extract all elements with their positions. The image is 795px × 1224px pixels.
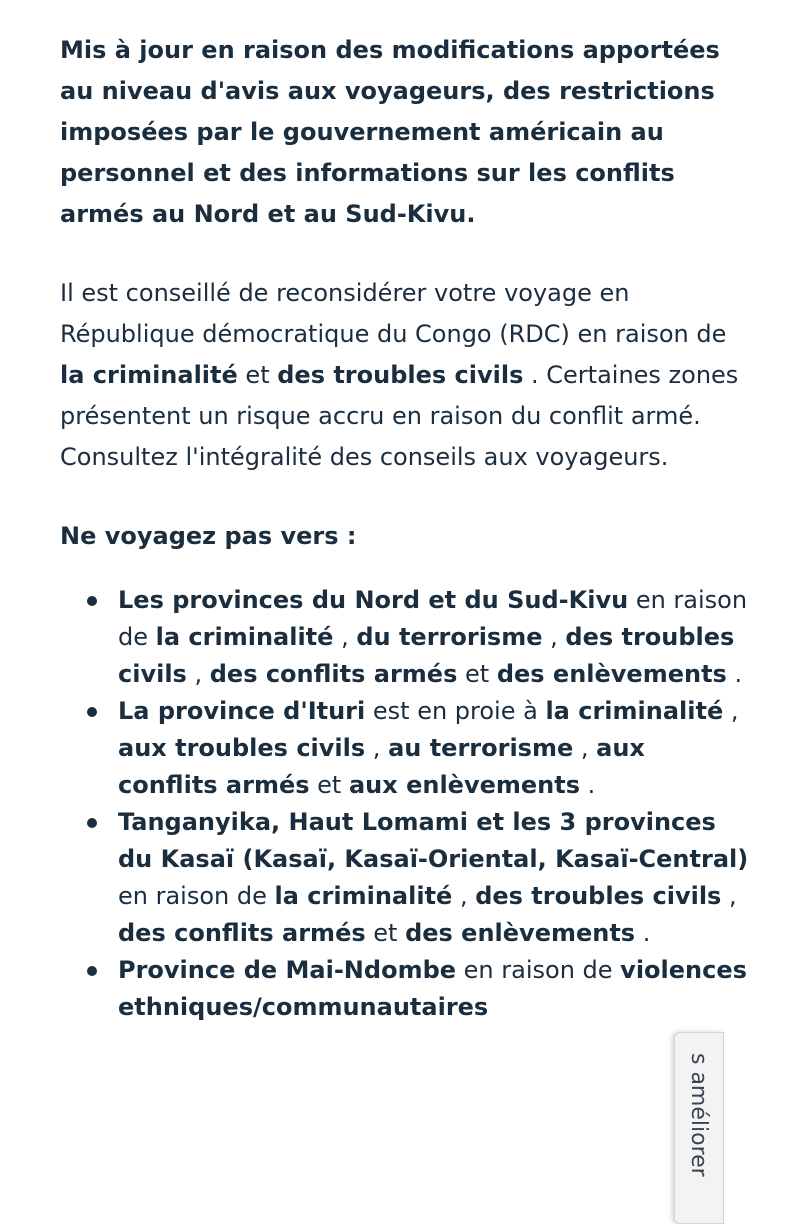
kidnapping-risk-link[interactable]: des enlèvements [405,919,636,947]
advisory-content [60,30,750,1026]
list-item-mai-ndombe [60,952,750,1026]
armed-conflict-risk-link[interactable]: aux conflits armés [118,734,645,799]
region-name: Les provinces du Nord et du Sud-Kivu [118,586,629,614]
update-note: Mis à jour en raison des modifications apportées au niveau d'avis aux voyageurs, des restrictions imposées par le gouvernement américain au personnel et des informations sur les conflits armés au Nord et au Sud-Kivu. [60,36,720,228]
feedback-tab[interactable] [674,1032,724,1224]
list-item-tanganyika-kasai [60,804,750,952]
list-item-nord-sud-kivu [60,582,750,693]
separator: et [365,919,406,947]
civil-unrest-risk-link[interactable]: des troubles civils [118,623,735,688]
crime-risk-link[interactable]: la criminalité [545,697,724,725]
separator: . [726,660,743,688]
separator: , [723,697,739,725]
region-text: en raison de [118,586,748,651]
region-name: Tanganyika, Haut Lomami et les 3 provinces du Kasaï (Kasaï, Kasaï-Oriental, Kasaï-Central) [118,808,749,873]
separator: , [365,734,389,762]
bullet-icon [87,966,97,976]
list-item-ituri [60,693,750,804]
separator: . [635,919,651,947]
intro-text-1: Il est conseillé de reconsidérer votre voyage en République démocratique du Congo (RDC) en raison de [60,279,727,348]
armed-conflict-risk-link[interactable]: des conflits armés [118,919,366,947]
region-name: Province de Mai-Ndombe [118,956,457,984]
separator: et [457,660,497,688]
separator: , [721,882,737,910]
advisory-intro [60,273,750,478]
region-name: La province d'Ituri [118,697,366,725]
crime-risk-link[interactable]: la criminalité [60,361,238,389]
feedback-tab-label: s améliorer [686,1053,711,1177]
region-text: en raison de [456,956,621,984]
do-not-travel-heading: Ne voyagez pas vers : [60,522,357,550]
separator: , [573,734,597,762]
do-not-travel-list [60,582,750,1026]
crime-risk-link[interactable]: la criminalité [274,882,453,910]
armed-conflict-risk-link[interactable]: des conflits armés [209,660,458,688]
separator: . [580,771,596,799]
crime-risk-link[interactable]: la criminalité [155,623,334,651]
bullet-icon [87,818,97,828]
intro-text-2: . Certaines zones présentent un risque accru en raison du conflit armé. Consultez l'intégralité des conseils aux voyageurs. [60,361,739,471]
terrorism-risk-link[interactable]: du terrorisme [356,623,543,651]
civil-unrest-risk-link[interactable]: des troubles civils [475,882,722,910]
region-text: en raison de [118,882,275,910]
separator: et [309,771,349,799]
bullet-icon [87,596,97,606]
separator: , [542,623,566,651]
civil-unrest-risk-link[interactable]: des troubles civils [277,361,524,389]
separator: , [333,623,357,651]
kidnapping-risk-link[interactable]: aux enlèvements [348,771,581,799]
ethnic-violence-risk-link[interactable]: violences ethniques/communautaires [118,956,747,1021]
kidnapping-risk-link[interactable]: des enlèvements [496,660,727,688]
separator: , [452,882,476,910]
region-text: est en proie à [365,697,546,725]
terrorism-risk-link[interactable]: au terrorisme [388,734,574,762]
bullet-icon [87,707,97,717]
separator: , [186,660,210,688]
civil-unrest-risk-link[interactable]: aux troubles civils [118,734,366,762]
intro-and: et [237,361,278,389]
